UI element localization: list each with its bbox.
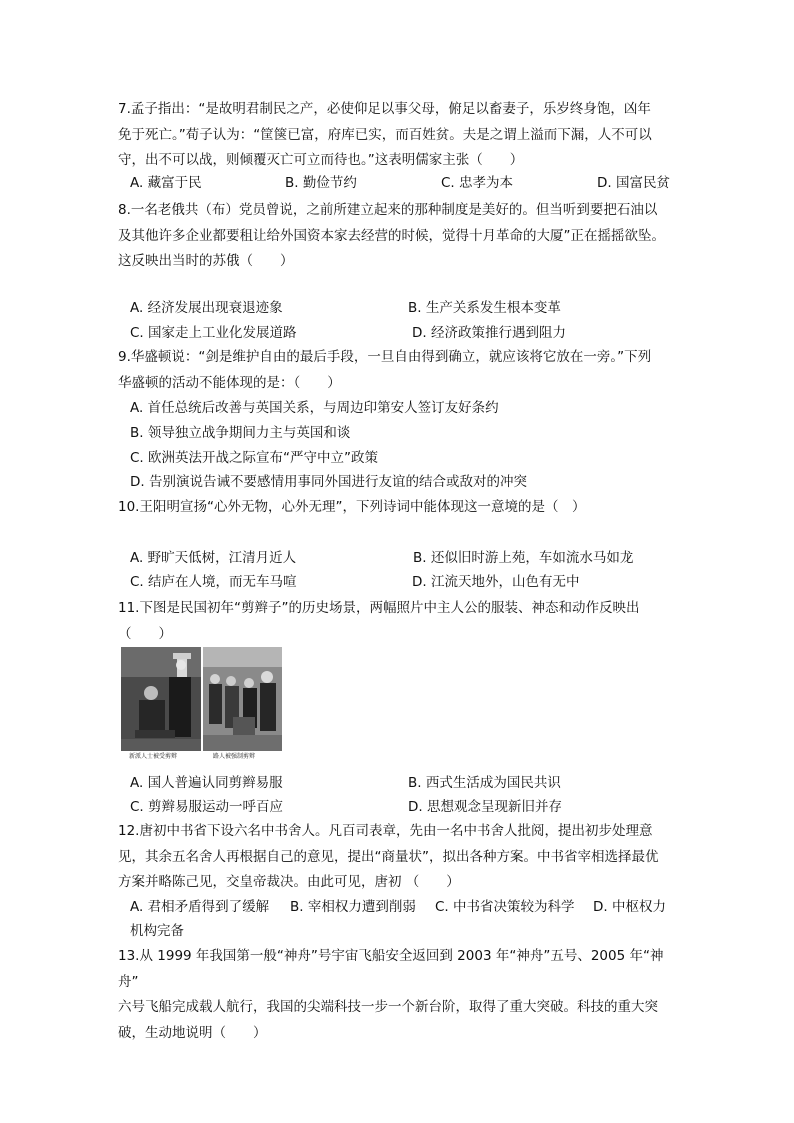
question-8-line-1: 8.一名老俄共（布）党员曾说，之前所建立起来的那种制度是美好的。但当听到要把石油以 bbox=[118, 202, 658, 218]
question-9-option-a[interactable]: A. 首任总统后改善与英国关系，与周边印第安人签订友好条约 bbox=[130, 400, 499, 416]
question-12-line-2: 见，其余五名舍人再根据自己的意见，提出“商量状”，拟出各种方案。中书省宰相选择最优 bbox=[118, 848, 659, 865]
question-9-line-2: 华盛顿的活动不能体现的是：（ ） bbox=[118, 374, 341, 391]
question-11-option-a[interactable]: A. 国人普遍认同剪辫易服 bbox=[130, 775, 283, 791]
question-7-line-2: 免于死亡。”荀子认为：“筐箧已富，府库已实，而百姓贫。夫是之谓上溢而下漏，人不可以 bbox=[118, 126, 652, 143]
photo-left-scene bbox=[121, 647, 201, 751]
photo-right-caption: 路人被强制剪辫 bbox=[213, 753, 256, 760]
question-10-option-b[interactable]: B. 还似旧时游上苑，车如流水马如龙 bbox=[413, 550, 634, 566]
question-8-line-2: 及其他许多企业都要租让给外国资本家去经营的时候，觉得十月革命的大厦”正在摇摇欲坠。 bbox=[118, 227, 665, 244]
question-13-line-2: 六号飞船完成载人航行，我国的尖端科技一步一个新台阶，取得了重大突破。科技的重大突 bbox=[118, 999, 658, 1015]
question-10-option-c[interactable]: C. 结庐在人境，而无车马喧 bbox=[130, 574, 297, 590]
question-11-option-b[interactable]: B. 西式生活成为国民共识 bbox=[408, 775, 561, 791]
question-10-line-1: 10.王阳明宣扬“心外无物，心外无理”，下列诗词中能体现这一意境的是（ ） bbox=[118, 499, 586, 515]
question-11-option-c[interactable]: C. 剪辫易服运动一呼百应 bbox=[130, 799, 284, 815]
question-9-line-1: 9.华盛顿说：“剑是维护自由的最后手段，一旦自由得到确立，就应该将它放在一旁。”下列 bbox=[118, 349, 652, 365]
question-9-option-c[interactable]: C. 欧洲英法开战之际宣布“严守中立”政策 bbox=[130, 450, 378, 466]
question-13-line-3: 破，生动地说明（ ） bbox=[118, 1024, 267, 1041]
photo-left-caption: 新派人士被受剪辫 bbox=[129, 753, 178, 760]
question-12-option-d[interactable]: D. 中枢权力 bbox=[593, 899, 666, 915]
question-8 bbox=[118, 198, 678, 275]
question-7-line-3: 守，出不可以战，则倾覆灭亡可立而待也。”这表明儒家主张（ ） bbox=[118, 152, 524, 168]
question-10-option-d[interactable]: D. 江流天地外，山色有无中 bbox=[412, 574, 580, 590]
question-12-option-a[interactable]: A. 君相矛盾得到了缓解 bbox=[130, 899, 270, 915]
question-13-line-1: 13.从 1999 年我国第一般“神舟”号宇宙飞船安全返回到 2003 年“神舟”五号、2005 年“神舟” bbox=[118, 948, 664, 990]
question-7 bbox=[118, 97, 678, 174]
question-12-option-c[interactable]: C. 中书省决策较为科学 bbox=[435, 899, 575, 915]
question-12-line-3: 方案并略陈己见，交皇帝裁决。由此可见，唐初 （ ） bbox=[118, 874, 460, 890]
question-11-option-d[interactable]: D. 思想观念呈现新旧并存 bbox=[408, 799, 562, 815]
question-7-line-1: 7.孟子指出：“是故明君制民之产，必使仰足以事父母，俯足以畜妻子，乐岁终身饱，凶年 bbox=[118, 101, 651, 117]
question-7-option-b[interactable]: B. 勤俭节约 bbox=[285, 175, 357, 191]
question-11-line-1: 11.下图是民国初年“剪辫子”的历史场景，两幅照片中主人公的服装、神态和动作反映出 bbox=[118, 600, 640, 616]
question-12-line-1: 12.唐初中书省下设六名中书舍人。凡百司表章，先由一名中书舍人批阅，提出初步处理意 bbox=[118, 823, 653, 839]
question-9 bbox=[118, 345, 678, 396]
question-9-option-b[interactable]: B. 领导独立战争期间力主与英国和谈 bbox=[130, 425, 351, 441]
question-11-line-2: （ ） bbox=[118, 625, 172, 642]
question-7-option-d[interactable]: D. 国富民贫 bbox=[597, 175, 670, 191]
question-8-option-d[interactable]: D. 经济政策推行遇到阻力 bbox=[412, 325, 566, 341]
question-7-option-a[interactable]: A. 藏富于民 bbox=[130, 175, 202, 191]
question-11 bbox=[118, 596, 678, 647]
question-10 bbox=[118, 495, 678, 521]
question-13 bbox=[118, 944, 678, 1046]
question-12-option-d-continuation: 机构完备 bbox=[130, 923, 184, 939]
question-8-option-a[interactable]: A. 经济发展出现衰退迹象 bbox=[130, 300, 283, 316]
question-12-option-b[interactable]: B. 宰相权力遭到削弱 bbox=[290, 899, 416, 915]
question-9-option-d[interactable]: D. 告别演说告诫不要感情用事同外国进行友谊的结合或敌对的冲突 bbox=[130, 474, 527, 490]
question-8-option-b[interactable]: B. 生产关系发生根本变革 bbox=[408, 300, 561, 316]
question-12 bbox=[118, 819, 678, 896]
photo-right-scene bbox=[203, 647, 282, 751]
queue-cutting-photos bbox=[121, 647, 282, 762]
question-7-option-c[interactable]: C. 忠孝为本 bbox=[441, 175, 514, 191]
question-10-option-a[interactable]: A. 野旷天低树，江清月近人 bbox=[130, 550, 297, 566]
question-8-option-c[interactable]: C. 国家走上工业化发展道路 bbox=[130, 325, 297, 341]
question-8-line-3: 这反映出当时的苏俄（ ） bbox=[118, 253, 294, 269]
